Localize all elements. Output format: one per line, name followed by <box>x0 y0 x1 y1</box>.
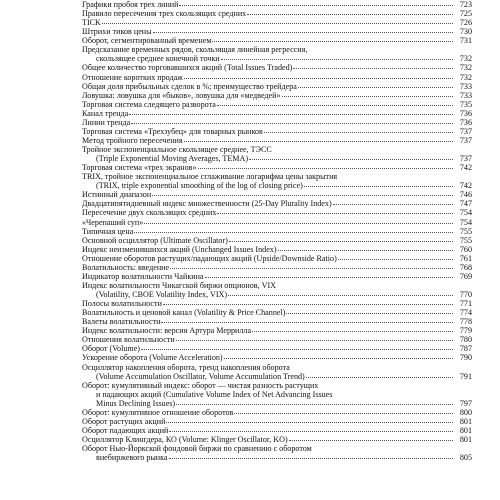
toc-entry <box>82 36 472 45</box>
toc-entry-line <box>82 109 472 118</box>
toc-entry-line <box>82 444 472 453</box>
toc-entry-title: Торговая система следящего разворота <box>82 99 216 109</box>
toc-entry-line <box>82 227 472 236</box>
toc-entry-line <box>82 236 472 245</box>
toc-entry <box>82 408 472 417</box>
toc-entry <box>82 45 472 63</box>
toc-entry-title: Основной осциллятор (Ultimate Oscillator) <box>82 235 228 245</box>
toc-entry-title: Индикатор волатильности Чайкина <box>82 271 204 281</box>
toc-page-number: 780 <box>459 335 472 345</box>
toc-entry <box>82 417 472 426</box>
toc-page-number: 771 <box>459 299 472 309</box>
dot-leader <box>153 31 453 33</box>
toc-entry-title: Оборот, сегментированный временем <box>82 36 212 46</box>
toc-page-number: 732 <box>459 54 472 64</box>
dot-leader <box>217 104 453 106</box>
toc-page-number: 732 <box>459 63 472 73</box>
toc-entry <box>82 218 472 227</box>
toc-entry-line <box>82 118 472 127</box>
toc-entry-title: (Triple Exponential Moving Averages, TEMA) <box>96 154 249 164</box>
toc-page-number: 733 <box>459 90 472 100</box>
dot-leader <box>170 267 453 269</box>
toc-entry-line <box>82 417 472 426</box>
toc-page-number: 732 <box>459 72 472 82</box>
toc-entry <box>82 190 472 199</box>
toc-page-number: 737 <box>459 135 472 145</box>
dot-leader <box>333 203 453 205</box>
dot-leader <box>247 13 453 15</box>
toc-entry-line <box>82 363 472 372</box>
toc-page-number: 755 <box>459 235 472 245</box>
toc-entry <box>82 435 472 444</box>
toc-entry-title: Minus Declining Issues) <box>96 398 176 408</box>
toc-page-number: 746 <box>459 190 472 200</box>
toc-entry-line <box>82 0 472 9</box>
toc-page-number: 774 <box>459 308 472 318</box>
toc-page-number: 736 <box>459 117 472 127</box>
toc-entry <box>82 136 472 145</box>
toc-entry <box>82 381 472 408</box>
toc-entry-continuation <box>82 372 472 381</box>
toc-entry-line <box>82 73 472 82</box>
toc-page-number: 725 <box>459 9 472 19</box>
toc-entry-line <box>82 426 472 435</box>
toc-entry <box>82 281 472 299</box>
dot-leader <box>229 240 453 242</box>
toc-entry <box>82 335 472 344</box>
dot-leader <box>179 4 453 6</box>
toc-entry-line <box>82 127 472 136</box>
toc-entry <box>82 163 472 172</box>
toc-page-number: 754 <box>459 208 472 218</box>
toc-entry-continuation <box>82 390 472 399</box>
toc-entry-title: и падающих акций (Cumulative Volume Index of Net Advancing Issues <box>96 389 333 399</box>
toc-entry-title: (Volatility, CBOE Volatility Index, VIX) <box>96 290 228 299</box>
toc-entry <box>82 145 472 163</box>
toc-entry <box>82 82 472 91</box>
toc-entry-line <box>82 218 472 227</box>
dot-leader <box>293 67 453 69</box>
toc-entry-title: Торговая система «трех экранов» <box>82 163 197 173</box>
toc-page-number: 790 <box>459 353 472 363</box>
toc-entry <box>82 353 472 362</box>
toc-entry <box>82 27 472 36</box>
toc-entry-line <box>82 163 472 172</box>
dot-leader <box>144 222 453 224</box>
toc-entry-title: Отношения волатильности <box>82 335 175 345</box>
toc-entry-line <box>82 82 472 91</box>
toc-entry-line <box>82 136 472 145</box>
toc-entry-title: внебиржевого рынка <box>96 453 168 463</box>
toc-entry <box>82 9 472 18</box>
toc-entry-line <box>82 63 472 72</box>
toc-entry <box>82 245 472 254</box>
toc-page-number: 726 <box>459 18 472 28</box>
dot-leader <box>217 212 453 214</box>
toc-entry-title: Индекс волатильности Чикагской биржи опционов, VIX <box>82 280 277 290</box>
dot-leader <box>264 131 453 133</box>
toc-entry-line <box>82 27 472 36</box>
toc-entry <box>82 127 472 136</box>
dot-leader <box>161 321 453 323</box>
dot-leader <box>163 303 453 305</box>
toc-entry <box>82 317 472 326</box>
toc-entry <box>82 263 472 272</box>
dot-leader <box>338 258 453 260</box>
toc-page-number: 742 <box>459 163 472 173</box>
toc-entry-line <box>82 299 472 308</box>
toc-entry-title: Индекс неизменившихся акций (Unchanged Issues Index) <box>82 244 277 254</box>
toc-entry-title: Канал тренда <box>82 108 129 118</box>
toc-entry-line <box>82 435 472 444</box>
toc-entry-title: (Volume Accumulation Oscillator, Volume Accumulation Trend) <box>96 371 305 381</box>
dot-leader <box>134 231 453 233</box>
toc-entry-title: Двадцатипятидневный индекс множественности (25-Day Plurality Index) <box>82 199 332 209</box>
toc-page-number: 731 <box>459 36 472 46</box>
toc-page-number: 805 <box>459 453 472 463</box>
dot-leader <box>249 158 453 160</box>
toc-entry-title: Тройное экспоненциальное скользящее среднее, ТЭСС <box>82 145 272 154</box>
toc-entry <box>82 344 472 353</box>
toc-page-number: 736 <box>459 108 472 118</box>
dot-leader <box>212 40 453 42</box>
toc-entry <box>82 444 472 462</box>
dot-leader <box>278 249 453 251</box>
toc-entry-line <box>82 335 472 344</box>
toc-entry <box>82 91 472 100</box>
toc-entry-line <box>82 317 472 326</box>
toc-entry <box>82 109 472 118</box>
dot-leader <box>224 357 453 359</box>
toc-page-number: 768 <box>459 262 472 272</box>
toc-entry-line <box>82 408 472 417</box>
toc-entry <box>82 73 472 82</box>
dot-leader <box>286 312 453 314</box>
toc-entry-continuation <box>82 453 472 462</box>
toc-page-number: 791 <box>459 371 472 381</box>
dot-leader <box>102 22 453 24</box>
toc-page-number: 801 <box>459 425 472 435</box>
toc-page-number: 754 <box>459 217 472 227</box>
toc-entry <box>82 0 472 9</box>
toc-page-number: 723 <box>459 0 472 9</box>
toc-entry <box>82 299 472 308</box>
toc-entry-title: Осциллятор Клингдера, КО (Volume: Klinger Oscillator, KO) <box>82 435 288 444</box>
toc-entry-title: Типичная цена <box>82 226 134 236</box>
toc-entry-title: Правило пересечения трех скользящих средних <box>82 9 247 19</box>
toc-entry <box>82 208 472 217</box>
dot-leader <box>176 339 453 341</box>
toc-entry-title: Валеты волатильности <box>82 317 161 327</box>
toc-entry-line <box>82 208 472 217</box>
toc-entry-title: Оборот растущих акций <box>82 416 166 426</box>
toc-entry-line <box>82 353 472 362</box>
toc-page-number: 769 <box>459 271 472 281</box>
toc-entry-title: Графики пробоя трех линий <box>82 0 179 9</box>
toc-page-number: 730 <box>459 27 472 37</box>
toc-entry <box>82 199 472 208</box>
toc-entry <box>82 118 472 127</box>
dot-leader <box>304 185 453 187</box>
toc-entry-line <box>82 381 472 390</box>
toc-entry-continuation <box>82 181 472 190</box>
toc-entry-title: Полосы волатильности <box>82 299 162 309</box>
toc-entry-title: Отношение оборотов растущих/падающих акций (Upside/Downside Ratio) <box>82 253 337 263</box>
toc-page-number: 735 <box>459 99 472 109</box>
toc-page-number: 801 <box>459 416 472 426</box>
toc-entry <box>82 236 472 245</box>
toc-entry-title: Оборот: кумулятивное отношение оборотов <box>82 407 234 417</box>
toc-entry-title: Торговая система «Трехзубец» для товарных рынков <box>82 126 263 136</box>
dot-leader <box>221 58 453 60</box>
toc-page-number: 787 <box>459 344 472 354</box>
table-of-contents <box>82 0 472 462</box>
toc-entry-title: скользящее среднее конечной точки <box>96 54 220 64</box>
toc-entry-title: Осциллятор накопления оборота, тренд накопления оборота <box>82 362 290 372</box>
dot-leader <box>282 95 453 97</box>
toc-entry-line <box>82 308 472 317</box>
toc-entry-title: Предсказание временных рядов, скользящая линейная регрессия, <box>82 45 308 55</box>
toc-page-number: 761 <box>459 253 472 263</box>
toc-entry-line <box>82 199 472 208</box>
toc-page-number: 778 <box>459 317 472 327</box>
toc-entry-continuation <box>82 154 472 163</box>
dot-leader <box>252 330 453 332</box>
toc-page-number: 755 <box>459 226 472 236</box>
dot-leader <box>289 439 453 441</box>
toc-entry-title: Ускорение оборота (Volume Acceleration) <box>82 353 223 363</box>
toc-entry-line <box>82 91 472 100</box>
toc-entry-title: Пересечение двух скользящих средних <box>82 208 217 218</box>
toc-entry <box>82 308 472 317</box>
dot-leader <box>306 376 453 378</box>
toc-page-number: 760 <box>459 244 472 254</box>
toc-entry-title: Метод тройного пересечения <box>82 135 183 145</box>
toc-entry-line <box>82 9 472 18</box>
toc-entry <box>82 426 472 435</box>
dot-leader <box>205 276 453 278</box>
toc-entry-title: Отношение коротких продаж <box>82 72 183 82</box>
dot-leader <box>131 122 453 124</box>
toc-entry-title: TRIX, тройное экспоненциальное сглаживание логарифма цены закрытия <box>82 172 338 182</box>
toc-entry-title: Волатильность: введение <box>82 262 170 272</box>
toc-entry-title: Оборот (Volume) <box>82 344 140 354</box>
toc-page-number: 737 <box>459 126 472 136</box>
toc-entry-title: Ловушка: ловушка для «быков», ловушка для «медведей» <box>82 90 281 100</box>
toc-entry-title: Оборот Нью-Йоркской фондовой биржи по сравнению с оборотом <box>82 444 312 454</box>
toc-entry-line <box>82 190 472 199</box>
dot-leader <box>234 412 453 414</box>
dot-leader <box>228 294 453 296</box>
toc-entry <box>82 100 472 109</box>
toc-entry-title: (TRIX, triple exponential smoothing of the log of closing price) <box>96 181 303 191</box>
toc-entry <box>82 172 472 190</box>
dot-leader <box>176 403 453 405</box>
toc-page-number: 733 <box>459 81 472 91</box>
toc-entry-line <box>82 100 472 109</box>
toc-entry <box>82 18 472 27</box>
toc-entry <box>82 272 472 281</box>
toc-entry-title: Индекс волатильности: версия Артура Меррилла <box>82 326 252 336</box>
toc-entry-title: Общая доля прибыльных сделок в %; преимущество трейдера <box>82 81 297 91</box>
toc-entry-line <box>82 326 472 335</box>
dot-leader <box>129 113 453 115</box>
dot-leader <box>169 430 453 432</box>
toc-entry <box>82 254 472 263</box>
toc-entry <box>82 326 472 335</box>
toc-entry-continuation <box>82 290 472 299</box>
toc-entry-title: TICK <box>82 18 101 28</box>
toc-entry-title: Линии тренда <box>82 117 131 127</box>
toc-page-number: 797 <box>459 398 472 408</box>
toc-entry-title: Штрихи тиков цены <box>82 27 152 37</box>
dot-leader <box>184 140 453 142</box>
toc-page-number: 801 <box>459 435 472 444</box>
toc-entry-continuation <box>82 54 472 63</box>
toc-page-number: 747 <box>459 199 472 209</box>
toc-entry-title: Волатильность и ценовой канал (Volatility & Price Channel) <box>82 308 286 318</box>
toc-entry-line <box>82 172 472 181</box>
toc-entry-line <box>82 281 472 290</box>
toc-entry-title: Оборот падающих акций <box>82 425 169 435</box>
toc-entry-line <box>82 272 472 281</box>
toc-page-number: 737 <box>459 154 472 164</box>
toc-entry-line <box>82 263 472 272</box>
dot-leader <box>169 457 453 459</box>
toc-entry-title: Общее количество торговавшихся акций (Total Issues Traded) <box>82 63 293 73</box>
toc-entry-line <box>82 18 472 27</box>
toc-entry <box>82 63 472 72</box>
toc-entry-line <box>82 45 472 54</box>
toc-entry <box>82 227 472 236</box>
toc-entry-continuation <box>82 399 472 408</box>
dot-leader <box>141 348 453 350</box>
toc-entry-line <box>82 344 472 353</box>
toc-entry-line <box>82 36 472 45</box>
dot-leader <box>184 77 453 79</box>
toc-page-number: 742 <box>459 181 472 191</box>
toc-page-number: 800 <box>459 407 472 417</box>
toc-entry-title: «Черепаший суп» <box>82 217 144 227</box>
toc-entry-line <box>82 254 472 263</box>
dot-leader <box>166 421 453 423</box>
toc-entry-title: Оборот: кумулятивный индекс: оборот — чистая разность растущих <box>82 380 319 390</box>
toc-entry-line <box>82 145 472 154</box>
toc-entry <box>82 363 472 381</box>
dot-leader <box>298 86 453 88</box>
toc-page-number: 770 <box>459 290 472 299</box>
dot-leader <box>152 194 453 196</box>
toc-page-number: 779 <box>459 326 472 336</box>
dot-leader <box>198 167 453 169</box>
toc-entry-title: Истинный диапазон <box>82 190 152 200</box>
toc-entry-line <box>82 245 472 254</box>
